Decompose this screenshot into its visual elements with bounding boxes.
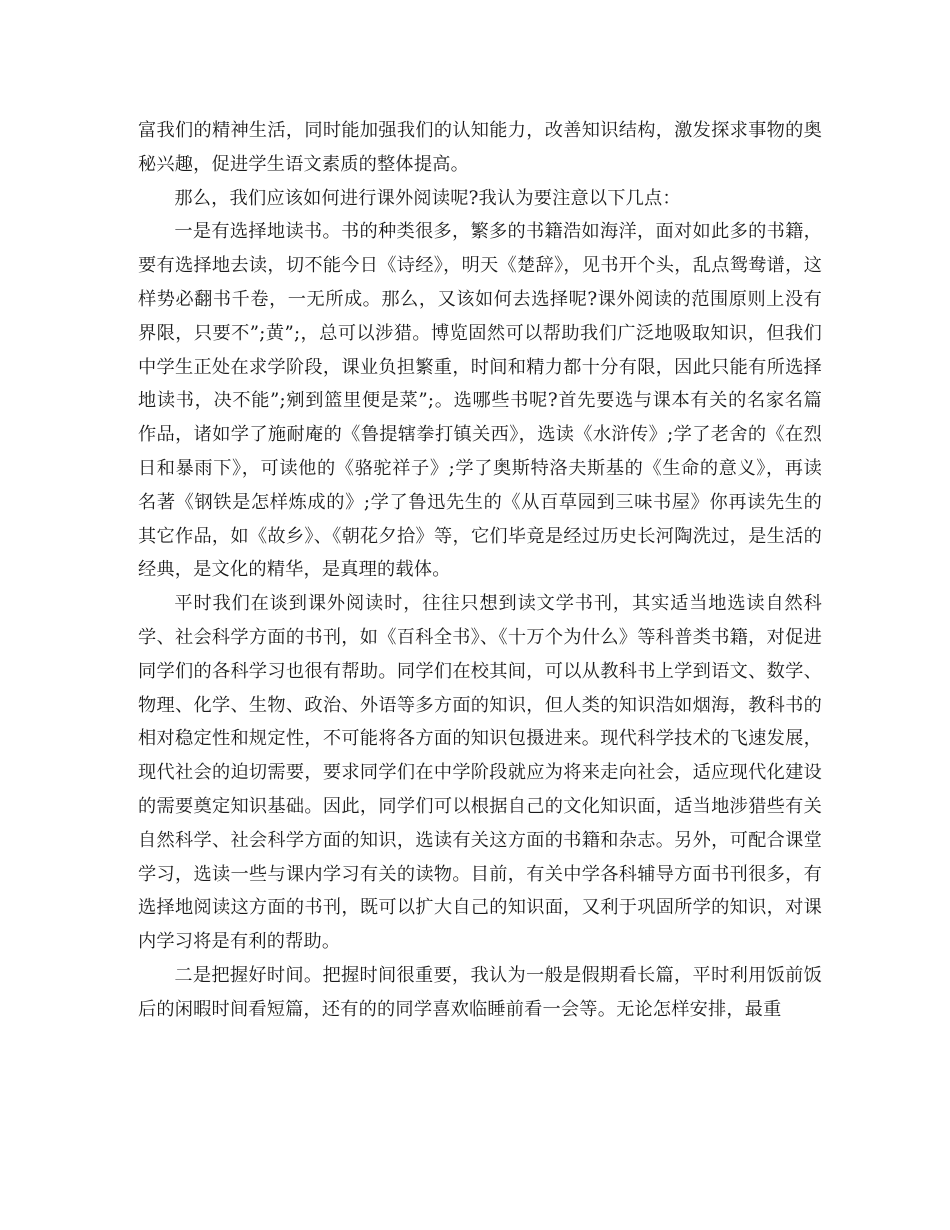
paragraph-3: 一是有选择地读书。书的种类很多，繁多的书籍浩如海洋，面对如此多的书籍，要有选择地去读，切不能今日《诗经》，明天《楚辞》，见书开个头，乱点鸳鸯谱，这样势必翻书千卷，一无所成。那么，又该如何去选择呢?课外阅读的范围原则上没有界限，只要不”;黄”;，总可以涉猎。博览固然可以帮助我们广泛地吸取知识，但我们中学生正处在求学阶段，课业负担繁重，时间和精力都十分有限，因此只能有所选择地读书，决不能”;剜到篮里便是菜”;。选哪些书呢?首先要选与课本有关的名家名篇作品，诸如学了施耐庵的《鲁提辖拳打镇关西》，选读《水浒传》;学了老舍的《在烈日和暴雨下》，可读他的《骆驼祥子》;学了奥斯特洛夫斯基的《生命的意义》，再读名著《钢铁是怎样炼成的》;学了鲁迅先生的《从百草园到三味书屋》你再读先生的其它作品，如《故乡》、《朝花夕拾》等，它们毕竟是经过历史长河陶洗过，是生活的经典，是文化的精华，是真理的载体。 <box>138 221 822 581</box>
paragraph-5: 二是把握好时间。把握时间很重要，我认为一般是假期看长篇，平时利用饭前饭后的闲暇时间看短篇，还有的的同学喜欢临睡前看一会等。无论怎样安排，最重 <box>138 964 822 1020</box>
paragraph-1: 富我们的精神生活，同时能加强我们的认知能力，改善知识结构，激发探求事物的奥秘兴趣，促进学生语文素质的整体提高。 <box>138 120 822 175</box>
paragraph-4: 平时我们在谈到课外阅读时，往往只想到读文学书刊，其实适当地选读自然科学、社会科学方面的书刊，如《百科全书》、《十万个为什么》等科普类书籍，对促进同学们的各科学习也很有帮助。同学们在校其间，可以从教科书上学到语文、数学、物理、化学、生物、政治、外语等多方面的知识，但人类的知识浩如烟海，教科书的相对稳定性和规定性，不可能将各方面的知识包摄进来。现代科学技术的飞速发展，现代社会的迫切需要，要求同学们在中学阶段就应为将来走向社会，适应现代化建设的需要奠定知识基础。因此，同学们可以根据自己的文化知识面，适当地涉猎些有关自然科学、社会科学方面的知识，选读有关这方面的书籍和杂志。另外，可配合课堂学习，选读一些与课内学习有关的读物。目前，有关中学各科辅导方面书刊很多，有选择地阅读这方面的书刊，既可以扩大自己的知识面，又利于巩固所学的知识，对课内学习将是有利的帮助。 <box>138 593 822 953</box>
document-body <box>138 114 822 1027</box>
paragraph-2: 那么，我们应该如何进行课外阅读呢?我认为要注意以下几点： <box>174 187 681 209</box>
